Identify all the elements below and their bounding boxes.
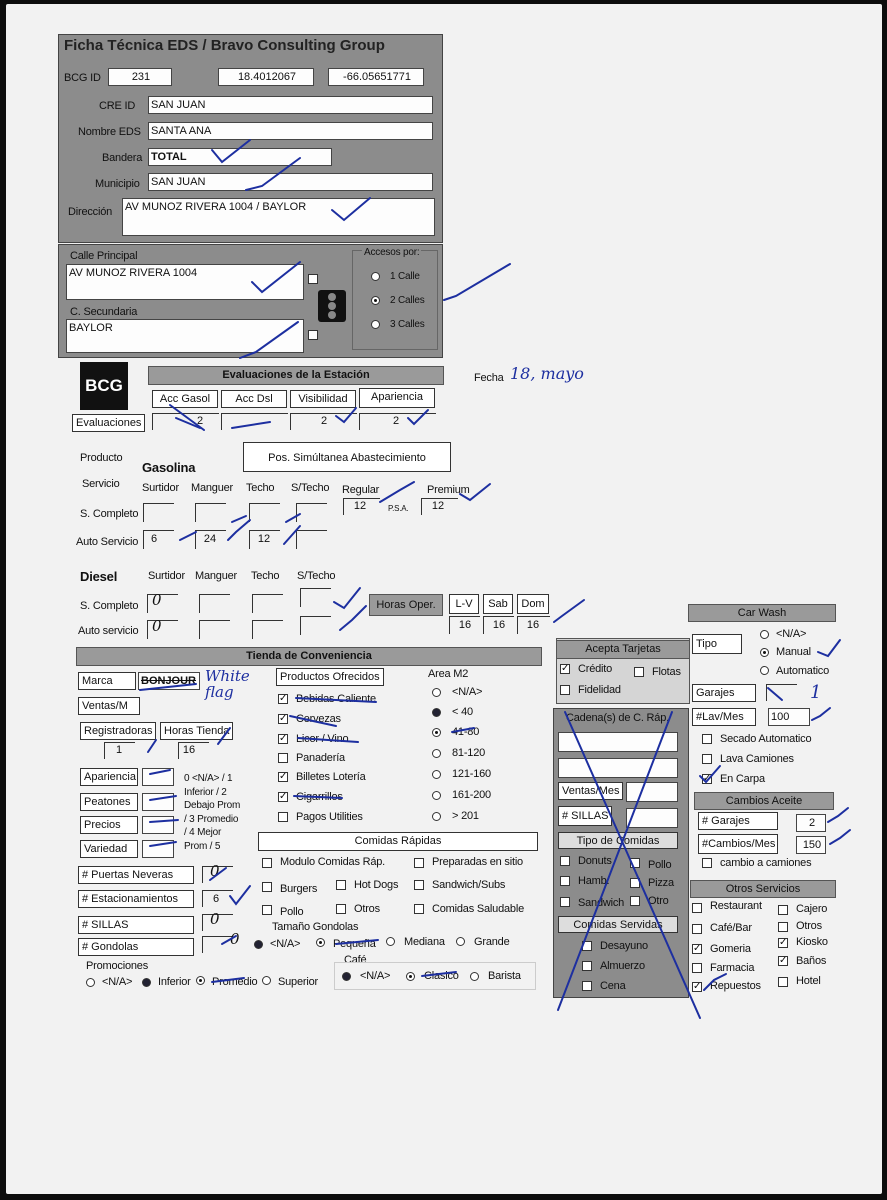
tarjetas-title: Acepta Tarjetas [556,640,690,659]
comida-burgers-label: Burgers [280,883,318,895]
carwash-garajes-val: 1 [810,682,822,703]
tipo-hamb-checkbox[interactable] [560,876,570,886]
accesos-3-radio[interactable] [371,320,380,329]
diesel-as-surtidor-val: 0 [152,617,162,635]
servida-cena-checkbox[interactable] [582,981,592,991]
carwash-garajes-label: Garajes [692,684,756,702]
producto-label: Producto [80,452,123,464]
scale-line-5: / 4 Mejor [184,827,222,838]
otros-gomeria-checkbox[interactable]: ✓ [693,943,702,954]
diesel-sc-techo[interactable] [252,594,283,613]
prod-loteria-label: Billetes Lotería [296,771,366,783]
gasolina-title: Gasolina [142,460,196,475]
fecha-handwritten: 18, mayo [510,364,584,383]
regular-label: Regular [342,484,380,496]
tipo-donuts-checkbox[interactable] [560,856,570,866]
otros-kiosko-checkbox[interactable]: ✓ [779,937,788,948]
premium-value: 12 [431,500,445,512]
diesel-as-techo[interactable] [252,620,283,639]
promo-inferior-radio[interactable] [142,978,151,987]
tipo-pizza-label: Pizza [648,877,674,889]
eval-col-visibilidad: Visibilidad [290,390,356,408]
prod-panaderia-checkbox[interactable] [278,753,288,763]
eval-val-3: 2 [320,415,328,427]
accesos-1-label: 1 Calle [390,271,420,282]
area-121-160-label: 121-160 [452,768,491,780]
promo-superior-radio[interactable] [262,976,271,985]
horas-oper-label: Horas Oper. [369,594,443,616]
gondolas-box[interactable] [202,936,233,953]
bcg-logo-text: BCG [85,376,123,395]
marca-handwritten: White flag [205,667,250,701]
area-81-120-label: 81-120 [452,747,486,759]
area-201-radio[interactable] [432,812,441,821]
calle-principal-field[interactable]: AV MUNOZ RIVERA 1004 [66,264,304,300]
prod-utilities-label: Pagos Utilities [296,811,363,823]
carwash-na-label: <N/A> [776,628,807,640]
otros-gomeria-label: Gomeria [710,943,751,955]
bcg-id-label: BCG ID [64,72,101,84]
productos-label: Productos Ofrecidos [276,668,384,686]
cre-id-label: CRE ID [99,100,136,112]
direccion-label: Dirección [68,206,113,218]
apariencia-field[interactable] [142,768,174,786]
otros-restaurant-label: Restaurant [710,900,762,912]
otros-cafebar-label: Café/Bar [710,922,752,934]
diesel-col-stecho: S/Techo [297,570,336,582]
gas-col-manguer: Manguer [191,482,234,494]
aceite-camiones-label: cambio a camiones [720,857,812,869]
carwash-manual-radio[interactable] [760,648,769,657]
prod-cervezas-label: Cervezas [296,713,341,725]
form-title: Ficha Técnica EDS / Bravo Consulting Group [64,37,385,54]
latitude-field[interactable]: 18.4012067 [218,68,314,86]
otros-repuestos-label: Repuestos [710,980,761,992]
area-label: Area M2 [428,668,469,680]
aceite-garajes-label: # Garajes [698,812,778,830]
promo-inferior-label: Inferior [158,976,191,988]
area-41-80-label: 41-80 [452,726,480,738]
horas-lv-val: 16 [458,619,472,631]
diesel-s-completo-label: S. Completo [80,600,139,612]
diesel-col-manguer: Manguer [195,570,238,582]
gas-as-stecho[interactable] [296,530,327,549]
carwash-manual-label: Manual [776,646,811,658]
comida-pollo-label: Pollo [280,906,304,918]
carwash-auto-radio[interactable] [760,666,769,675]
comida-preparadas-label: Preparadas en sitio [432,856,523,868]
gas-as-surtidor-val: 6 [150,533,158,545]
carwash-lav-field[interactable]: 100 [768,708,810,726]
gas-col-surtidor: Surtidor [142,482,179,494]
carwash-secado-label: Secado Automatico [720,733,812,745]
sillas-val: 0 [210,910,220,928]
apariencia-label: Apariencia [80,768,138,786]
cadena-ventas-label: Ventas/Mes [558,782,623,800]
tipo-comidas-title: Tipo de Comidas [558,832,678,849]
cadenas-title: Cadena(s) de C. Ráp. [566,712,669,724]
gas-sc-techo[interactable] [249,503,280,522]
otros-title: Otros Servicios [690,880,836,898]
gas-s-completo-label: S. Completo [80,508,139,520]
tipo-hamb-label: Hamb. [578,875,610,887]
cafe-na-radio[interactable] [342,972,351,981]
diesel-sc-manguer[interactable] [199,594,230,613]
cadena-field-1[interactable] [558,732,678,752]
otros-hotel-label: Hotel [796,975,821,987]
comida-sandwich-label: Sandwich/Subs [432,879,506,891]
tamano-label: Tamaño Gondolas [272,921,359,933]
diesel-col-surtidor: Surtidor [148,570,185,582]
tarjeta-credito-label: Crédito [578,663,613,675]
carwash-na-radio[interactable] [760,630,769,639]
scale-line-3: Debajo Prom [184,800,241,811]
gas-sc-stecho[interactable] [296,503,327,522]
carwash-carpa-checkbox[interactable]: ✓ [703,773,712,784]
evaluaciones-label: Evaluaciones [72,414,145,432]
tarjeta-fidelidad-label: Fidelidad [578,684,621,696]
gas-col-stecho: S/Techo [291,482,330,494]
nombre-label: Nombre EDS [78,126,141,138]
marca-label: Marca [78,672,136,690]
tarjeta-flotas-checkbox[interactable] [634,667,644,677]
variedad-label: Variedad [80,840,138,858]
scale-line-2: Inferior / 2 [184,787,227,798]
peatones-label: Peatones [80,793,138,811]
cafe-label: Café [344,954,367,966]
calle-principal-label: Calle Principal [70,250,138,262]
tamano-mediana-radio[interactable] [386,937,395,946]
tarjeta-credito-checkbox[interactable]: ✓ [561,663,570,674]
comida-sandwich-checkbox[interactable] [414,880,424,890]
otros-cafebar-checkbox[interactable] [692,924,702,934]
gas-as-techo-val: 12 [257,533,271,545]
eval-val-4: 2 [392,415,400,427]
premium-label: Premium [427,484,470,496]
servicio-label: Servicio [82,478,120,490]
horas-tienda-val: 16 [182,744,196,756]
fecha-label: Fecha [474,372,504,384]
prod-bebidas-checkbox[interactable]: ✓ [279,693,288,704]
promo-na-label: <N/A> [102,976,133,988]
promo-na-radio[interactable] [86,978,95,987]
gondolas-val: 0 [230,930,240,948]
diesel-as-manguer[interactable] [199,620,230,639]
tarjeta-flotas-label: Flotas [652,666,681,678]
nombre-field[interactable]: SANTA ANA [148,122,433,140]
servida-almuerzo-checkbox[interactable] [582,961,592,971]
cafe-clasico-radio[interactable] [406,972,415,981]
accesos-3-label: 3 Calles [390,319,425,330]
horas-sab-val: 16 [492,619,506,631]
comida-otros-checkbox[interactable] [336,904,346,914]
bandera-label: Bandera [102,152,143,164]
comida-modulo-label: Modulo Comidas Ráp. [280,856,386,868]
precios-field[interactable] [142,816,174,834]
otros-cajero-checkbox[interactable] [778,905,788,915]
carwash-camiones-checkbox[interactable] [702,754,712,764]
carwash-title: Car Wash [688,604,836,622]
eval-col-acc-dsl: Acc Dsl [221,390,287,408]
diesel-auto-servicio-label: Auto servicio [78,625,139,637]
calle-secundaria-field[interactable]: BAYLOR [66,319,304,353]
cadena-sillas-label: # SILLAS [558,806,612,826]
aceite-title: Cambios Aceite [694,792,834,810]
cadena-sillas-field[interactable] [626,808,678,828]
tipo-otro-label: Otro [648,895,669,907]
horas-dom-val: 16 [526,619,540,631]
gas-sc-surtidor[interactable] [143,503,174,522]
prod-cigarrillos-checkbox[interactable]: ✓ [279,791,288,802]
municipio-field[interactable]: SAN JUAN [148,173,433,191]
estacionamientos-val: 6 [212,893,220,905]
evaluaciones-title: Evaluaciones de la Estación [148,366,444,385]
tamano-na-radio[interactable] [254,940,263,949]
carwash-tipo-label: Tipo [692,634,742,654]
tamano-pequena-radio[interactable] [316,938,325,947]
tipo-donuts-label: Donuts [578,855,612,867]
diesel-title: Diesel [80,569,118,584]
area-201-label: > 201 [452,810,479,822]
ventas-m-label: Ventas/M [78,697,140,715]
principal-checkbox[interactable] [308,274,318,284]
prod-loteria-checkbox[interactable]: ✓ [279,771,288,782]
horas-col-lv: L-V [449,594,479,614]
otros-farmacia-label: Farmacia [710,962,755,974]
prod-cigarrillos-label: Cigarrillos [296,791,343,803]
carwash-carpa-label: En Carpa [720,773,765,785]
gas-as-manguer-val: 24 [203,533,217,545]
cafe-clasico-label: Clasico [424,970,459,982]
scale-line-4: / 3 Promedio [184,814,239,825]
scale-line-1: 0 <N/A> / 1 [184,773,233,784]
aceite-garajes-field[interactable]: 2 [796,814,826,832]
horas-tienda-label: Horas Tienda [160,722,233,740]
comida-preparadas-checkbox[interactable] [414,858,424,868]
horas-col-dom: Dom [517,594,549,614]
prod-utilities-checkbox[interactable] [278,812,288,822]
puertas-val: 0 [210,862,220,880]
bandera-field[interactable]: TOTAL [148,148,332,166]
accesos-1-radio[interactable] [371,272,380,281]
comida-hotdogs-label: Hot Dogs [354,879,399,891]
otros-kiosko-label: Kiosko [796,936,828,948]
carwash-secado-checkbox[interactable] [702,734,712,744]
calle-secundaria-label: C. Secundaria [70,306,138,318]
gas-col-techo: Techo [246,482,275,494]
comida-saludable-checkbox[interactable] [414,904,424,914]
prod-licor-checkbox[interactable]: ✓ [279,733,288,744]
bcg-id-field[interactable]: 231 [108,68,172,86]
otros-hotel-checkbox[interactable] [778,977,788,987]
registradoras-label: Registradoras [80,722,156,740]
promo-superior-label: Superior [278,976,318,988]
accesos-label: Accesos por: [364,247,420,258]
pos-simultanea-label: Pos. Simúltanea Abastecimiento [243,442,451,472]
otros-banos-checkbox[interactable]: ✓ [779,955,788,966]
tipo-pollo-checkbox[interactable] [630,858,640,868]
regular-value: 12 [353,500,367,512]
comida-hotdogs-checkbox[interactable] [336,880,346,890]
diesel-as-stecho[interactable] [300,616,331,635]
area-81-120-radio[interactable] [432,749,441,758]
carwash-camiones-label: Lava Camiones [720,753,794,765]
tarjeta-fidelidad-checkbox[interactable] [560,685,570,695]
otros-restaurant-checkbox[interactable] [692,903,702,913]
servidas-title: Comidas Servidas [558,916,678,933]
accesos-2-radio[interactable] [371,296,380,305]
servida-cena-label: Cena [600,980,626,992]
precios-label: Precios [80,816,138,834]
carwash-garajes-box[interactable] [766,684,797,701]
area-121-160-radio[interactable] [432,770,441,779]
cafe-na-label: <N/A> [360,970,391,982]
bcg-logo [80,362,128,410]
tamano-pequena-label: Pequeña [333,938,376,950]
psa-label: P.S.A. [388,504,409,513]
promo-promedio-radio[interactable] [196,976,205,985]
aceite-cambios-field[interactable]: 150 [796,836,826,854]
tienda-title: Tienda de Conveniencia [76,647,542,666]
variedad-field[interactable] [142,840,174,858]
tamano-grande-label: Grande [474,936,510,948]
cre-id-field[interactable]: SAN JUAN [148,96,433,114]
eval-val-1: 2 [196,415,204,427]
secundaria-checkbox[interactable] [308,330,318,340]
otros-banos-label: Baños [796,955,827,967]
estacionamientos-label: # Estacionamientos [78,890,194,908]
area-na-label: <N/A> [452,686,483,698]
prod-licor-label: Licor / Vino [296,733,349,745]
area-na-radio[interactable] [432,688,441,697]
gas-auto-servicio-label: Auto Servicio [76,536,139,548]
area-161-200-radio[interactable] [432,791,441,800]
prod-panaderia-label: Panadería [296,752,345,764]
gondolas-label: # Gondolas [78,938,194,956]
comida-burgers-checkbox[interactable] [262,882,272,892]
prod-bebidas-label: Bebidas Caliente [296,693,376,705]
area-161-200-label: 161-200 [452,789,491,801]
longitude-field[interactable]: -66.05651771 [328,68,424,86]
tamano-mediana-label: Mediana [404,936,445,948]
gas-sc-manguer[interactable] [195,503,226,522]
eval-val-box-2[interactable] [221,413,288,430]
sillas-label: # SILLAS [78,916,194,934]
comidas-title: Comidas Rápidas [258,832,538,851]
otros-otros-checkbox[interactable] [778,922,788,932]
accesos-2-label: 2 Calles [390,295,425,306]
eval-col-acc-gasol: Acc Gasol [152,390,218,408]
carwash-auto-label: Automatico [776,665,830,677]
comida-pollo-checkbox[interactable] [262,905,272,915]
scale-line-6: Prom / 5 [184,841,221,852]
registradoras-val: 1 [115,744,123,756]
prod-cervezas-checkbox[interactable]: ✓ [279,713,288,724]
servida-desayuno-label: Desayuno [600,940,648,952]
servida-almuerzo-label: Almuerzo [600,960,645,972]
diesel-sc-stecho[interactable] [300,588,331,607]
otros-cajero-label: Cajero [796,903,828,915]
tipo-pollo-label: Pollo [648,859,672,871]
tamano-grande-radio[interactable] [456,937,465,946]
promo-promedio-label: Promedio [212,976,258,988]
diesel-sc-surtidor-val: 0 [152,591,162,609]
cadena-field-2[interactable] [558,758,678,778]
marca-field[interactable]: BONJOUR [138,672,200,690]
tipo-pizza-checkbox[interactable] [630,878,640,888]
traffic-light-icon [318,290,346,322]
aceite-camiones-checkbox[interactable] [702,858,712,868]
otros-otros-label: Otros [796,920,822,932]
servida-desayuno-checkbox[interactable] [582,941,592,951]
municipio-label: Municipio [95,178,140,190]
peatones-field[interactable] [142,793,174,811]
cafe-barista-label: Barista [488,970,521,982]
area-40-label: < 40 [452,706,473,718]
tipo-sandwich-label: Sandwich [578,897,625,909]
promo-label: Promociones [86,960,148,972]
cadena-ventas-field[interactable] [626,782,678,802]
cafe-barista-radio[interactable] [470,972,479,981]
puertas-label: # Puertas Neveras [78,866,194,884]
horas-col-sab: Sab [483,594,513,614]
otros-farmacia-checkbox[interactable] [692,963,702,973]
tipo-sandwich-checkbox[interactable] [560,897,570,907]
aceite-cambios-label: #Cambios/Mes [698,834,778,854]
eval-col-apariencia: Apariencia [359,388,435,408]
comida-saludable-label: Comidas Saludable [432,903,524,915]
otros-repuestos-checkbox[interactable]: ✓ [693,981,702,992]
tamano-na-label: <N/A> [270,938,301,950]
area-40-radio[interactable] [432,708,441,717]
diesel-col-techo: Techo [251,570,280,582]
tipo-otro-checkbox[interactable] [630,896,640,906]
comida-otros-label: Otros [354,903,380,915]
area-41-80-radio[interactable] [432,728,441,737]
carwash-lav-label: #Lav/Mes [692,708,756,726]
comida-modulo-checkbox[interactable] [262,858,272,868]
direccion-field[interactable]: AV MUNOZ RIVERA 1004 / BAYLOR [122,198,435,236]
